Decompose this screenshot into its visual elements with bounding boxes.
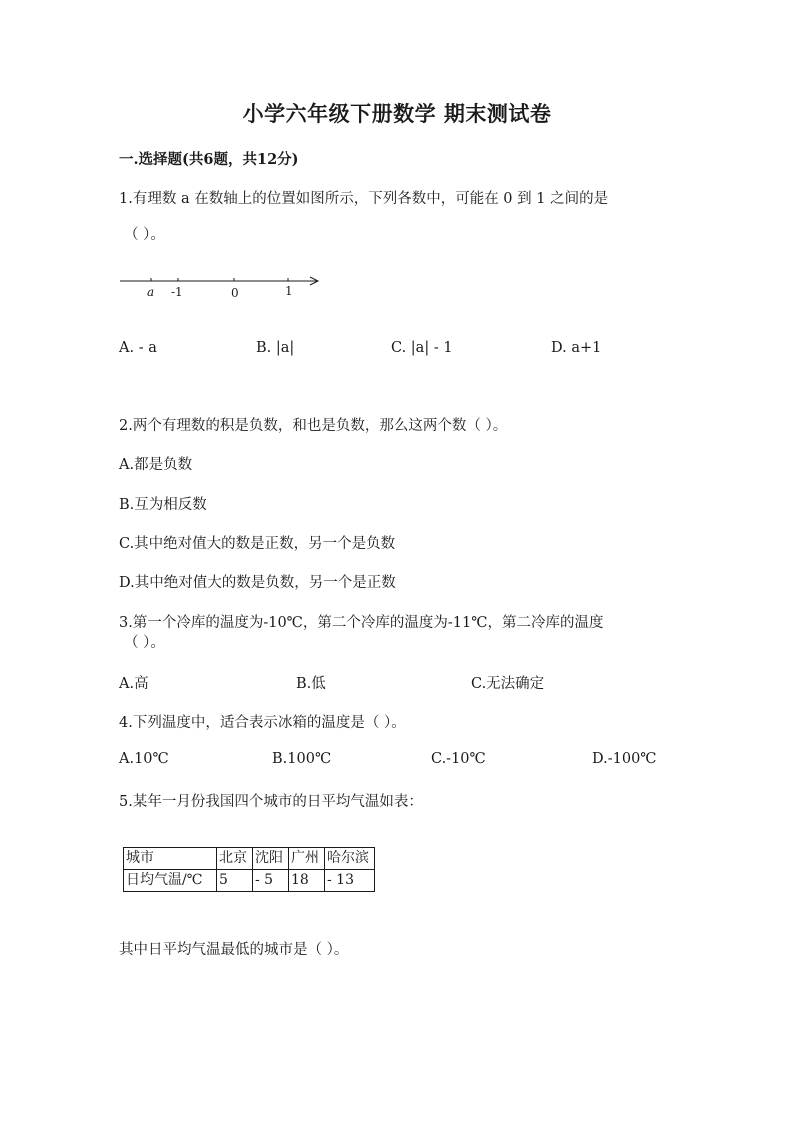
table-header-row [124, 848, 375, 870]
number-line-label-0: 0 [231, 286, 239, 300]
question-1-blank: （ ）。 [124, 227, 165, 243]
table-cell: 18 [289, 870, 325, 892]
q1-option-a: A. - a [119, 340, 157, 356]
table-cell: 城市 [124, 848, 217, 870]
q1-option-b: B. |a| [256, 340, 295, 356]
q4-option-c: C.-10℃ [431, 751, 486, 767]
table-cell: 日均气温/℃ [124, 870, 217, 892]
page-title: 小学六年级下册数学 期末测试卷 [242, 101, 552, 126]
question-3-stem: 3.第一个冷库的温度为-10℃，第二个冷库的温度为-11℃，第二冷库的温度 [119, 615, 604, 631]
table-row [124, 870, 375, 892]
question-5-stem: 5.某年一月份我国四个城市的日平均气温如表： [119, 794, 423, 810]
section-heading: 一.选择题(共6题，共12分) [119, 151, 299, 168]
question-1-stem: 1.有理数 a 在数轴上的位置如图所示，下列各数中，可能在 0 到 1 之间的是 [119, 191, 609, 207]
q4-option-d: D.-100℃ [592, 751, 657, 767]
table-cell: - 5 [253, 870, 289, 892]
question-3-blank: （ ）。 [124, 635, 165, 651]
table-cell: 北京 [217, 848, 253, 870]
q3-option-c: C.无法确定 [471, 676, 545, 692]
q1-option-c: C. |a| - 1 [391, 340, 453, 356]
q3-option-a: A.高 [119, 676, 149, 692]
question-2-stem: 2.两个有理数的积是负数，和也是负数，那么这两个数（ ）。 [119, 418, 508, 434]
q2-option-a: A.都是负数 [119, 457, 193, 473]
table-cell: 5 [217, 870, 253, 892]
number-line-label-neg1: -1 [171, 285, 183, 299]
table-cell: 沈阳 [253, 848, 289, 870]
temperature-table [123, 847, 375, 892]
q4-option-b: B.100℃ [272, 751, 332, 767]
q2-option-d: D.其中绝对值大的数是负数，另一个是正数 [119, 575, 396, 591]
question-4-stem: 4.下列温度中，适合表示冰箱的温度是（ ）。 [119, 715, 406, 731]
number-line-label-a: a [147, 285, 155, 299]
question-5-question: 其中日平均气温最低的城市是（ ）。 [119, 942, 349, 958]
q2-option-c: C.其中绝对值大的数是正数，另一个是负数 [119, 536, 396, 552]
table-cell: 广州 [289, 848, 325, 870]
q1-option-d: D. a+1 [551, 340, 602, 356]
table-cell: 哈尔滨 [325, 848, 375, 870]
table-cell: - 13 [325, 870, 375, 892]
q4-option-a: A.10℃ [119, 751, 169, 767]
number-line-figure [117, 272, 327, 304]
number-line-label-1: 1 [285, 284, 293, 298]
q3-option-b: B.低 [296, 676, 326, 692]
q2-option-b: B.互为相反数 [119, 497, 207, 513]
